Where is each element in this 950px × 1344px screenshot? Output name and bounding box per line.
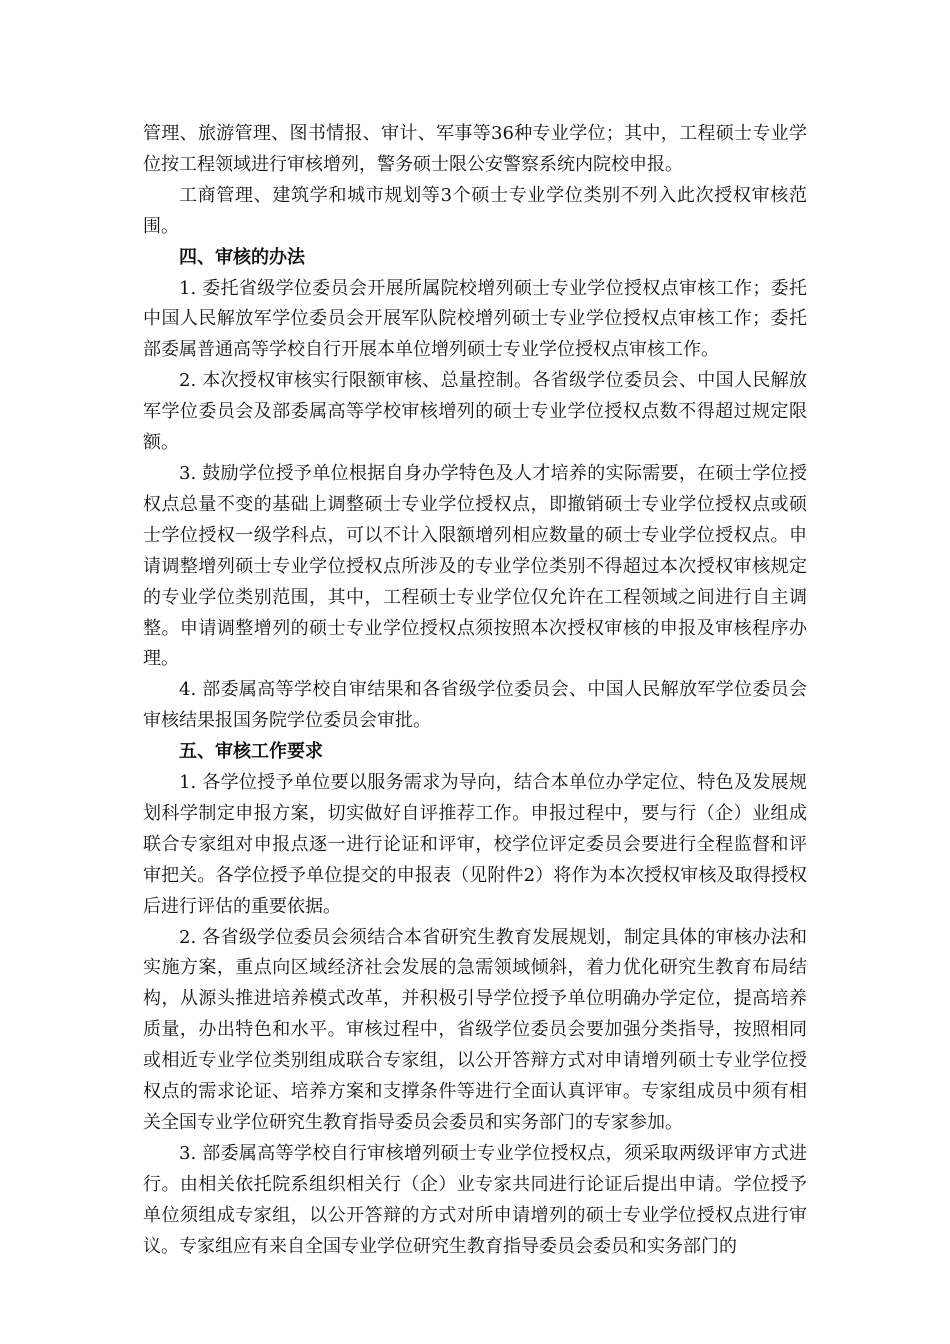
section5-item-3: 3. 部委属高等学校自行审核增列硕士专业学位授权点，须采取两级评审方式进行。由相关依托院系组织相关行（企）业专家共同进行论证后提出申请。学位授予单位须组成专家组，以公开答辩的方式对所申请增列的硕士专业学位授权点进行审议。专家组应有来自全国专业学位研究生教育指导委员会委员和实务部门的 xyxy=(143,1142,807,1257)
section-heading-4: 四、审核的办法 xyxy=(179,246,305,268)
paragraph-intro: 管理、旅游管理、图书情报、审计、军事等36种专业学位；其中，工程硕士专业学位按工程领域进行审核增列，警务硕士限公安警察系统内院校申报。 xyxy=(143,123,807,175)
section4-item-2: 2. 本次授权审核实行限额审核、总量控制。各省级学位委员会、中国人民解放军学位委员会及部委属高等学校审核增列的硕士专业学位授权点数不得超过规定限额。 xyxy=(143,370,807,454)
document-body xyxy=(143,119,807,1263)
section4-item-4: 4. 部委属高等学校自审结果和各省级学位委员会、中国人民解放军学位委员会审核结果报国务院学位委员会审批。 xyxy=(143,679,807,732)
section4-item-3: 3. 鼓励学位授予单位根据自身办学特色及人才培养的实际需要，在硕士学位授权点总量不变的基础上调整硕士专业学位授权点，即撤销硕士专业学位授权点或硕士学位授权一级学科点，可以不计入限额增列相应数量的硕士专业学位授权点。申请调整增列硕士专业学位授权点所涉及的专业学位类别不得超过本次授权审核规定的专业学位类别范围，其中，工程硕士专业学位仅允许在工程领域之间进行自主调整。申请调整增列的硕士专业学位授权点须按照本次授权审核的申报及审核程序办理。 xyxy=(143,462,807,670)
section-heading-5: 五、审核工作要求 xyxy=(179,741,323,763)
section5-item-1: 1. 各学位授予单位要以服务需求为导向，结合本单位办学定位、特色及发展规划科学制定申报方案，切实做好自评推荐工作。申报过程中，要与行（企）业组成联合专家组对申报点逐一进行论证和评审，校学位评定委员会要进行全程监督和评审把关。各学位授予单位提交的申报表（见附件2）将作为本次授权审核及取得授权后进行评估的重要依据。 xyxy=(143,772,807,917)
section5-item-2: 2. 各省级学位委员会须结合本省研究生教育发展规划，制定具体的审核办法和实施方案，重点向区域经济社会发展的急需领域倾斜，着力优化研究生教育布局结构，从源头推进培养模式改革，并积极引导学位授予单位明确办学定位，提高培养质量，办出特色和水平。审核过程中，省级学位委员会要加强分类指导，按照相同或相近专业学位类别组成联合专家组，以公开答辩方式对申请增列硕士专业学位授权点的需求论证、培养方案和支撑条件等进行全面认真评审。专家组成员中须有相关全国专业学位研究生教育指导委员会委员和实务部门的专家参加。 xyxy=(143,926,807,1133)
section4-item-1: 1. 委托省级学位委员会开展所属院校增列硕士专业学位授权点审核工作；委托中国人民解放军学位委员会开展军队院校增列硕士专业学位授权点审核工作；委托部委属普通高等学校自行开展本单位增列硕士专业学位授权点审核工作。 xyxy=(143,277,807,361)
paragraph-exclusion: 工商管理、建筑学和城市规划等3个硕士专业学位类别不列入此次授权审核范围。 xyxy=(143,184,807,237)
